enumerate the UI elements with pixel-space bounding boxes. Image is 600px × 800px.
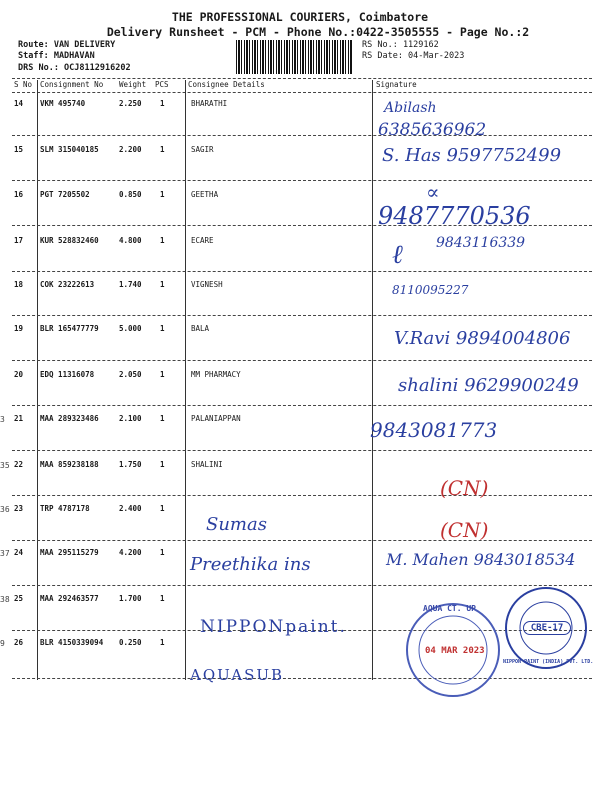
pcs-cell: 1 [160, 548, 165, 557]
date-stamp-date: 04 MAR 2023 [425, 646, 485, 656]
consignee-cell: BALA [191, 324, 210, 333]
col-consignment-header: Consignment No [40, 80, 104, 89]
sno-cell: 15 [14, 145, 24, 154]
row-divider [12, 678, 592, 679]
consignment-cell: COK 23222613 [40, 280, 95, 289]
col-pcs-header: PCS [155, 80, 169, 89]
weight-cell: 2.050 [119, 370, 142, 379]
weight-cell: 1.740 [119, 280, 142, 289]
sno-cell: 23 [14, 504, 24, 513]
date-stamp [403, 600, 503, 700]
weight-cell: 4.200 [119, 548, 142, 557]
consignee-26-handwritten: AQUASUB [190, 666, 285, 684]
consignee-cell: SAGIR [191, 145, 214, 154]
signature-23: (CN) [440, 518, 489, 542]
margin-mark: 9 [0, 639, 5, 648]
date-stamp-text: AQUA CT. UP [423, 604, 476, 613]
signature-24: M. Mahen 9843018534 [386, 550, 576, 569]
consignment-cell: SLM 315040185 [40, 145, 99, 154]
consignment-cell: MAA 292463577 [40, 594, 99, 603]
weight-cell: 2.100 [119, 414, 142, 423]
weight-cell: 2.200 [119, 145, 142, 154]
margin-mark: 36 [0, 505, 10, 514]
rs-number: RS No.: 1129162 [362, 40, 439, 50]
pcs-cell: 1 [160, 370, 165, 379]
route-label: Route: VAN DELIVERY [18, 40, 116, 50]
staff-label: Staff: MADHAVAN [18, 51, 95, 61]
rs-date: RS Date: 04-Mar-2023 [362, 51, 465, 61]
sno-cell: 24 [14, 548, 24, 557]
margin-mark: 37 [0, 549, 10, 558]
consignment-cell: TRP 4787178 [40, 504, 90, 513]
consignment-cell: MAA 289323486 [40, 414, 99, 423]
col-divider [372, 80, 373, 680]
sno-cell: 25 [14, 594, 24, 603]
sno-cell: 17 [14, 236, 24, 245]
barcode [236, 40, 353, 74]
signature-14-name: Abilash [384, 100, 437, 116]
pcs-cell: 1 [160, 324, 165, 333]
col-divider [37, 80, 38, 680]
sno-cell: 20 [14, 370, 24, 379]
consignment-cell: EDQ 11316078 [40, 370, 95, 379]
consignee-cell: GEETHA [191, 190, 219, 199]
consignee-25-handwritten: NIPPONpaint. [200, 617, 347, 637]
weight-cell: 0.250 [119, 638, 142, 647]
consignment-cell: MAA 859238188 [40, 460, 99, 469]
consignee-23-handwritten: Sumas [206, 514, 267, 535]
margin-mark: 3 [0, 415, 5, 424]
sno-cell: 18 [14, 280, 24, 289]
col-divider [185, 80, 186, 680]
col-consignee-header: Consignee Details [188, 80, 265, 89]
pcs-cell: 1 [160, 638, 165, 647]
pcs-cell: 1 [160, 145, 165, 154]
row-divider [12, 135, 592, 136]
row-divider [12, 450, 592, 451]
pcs-cell: 1 [160, 414, 165, 423]
row-divider [12, 405, 592, 406]
row-divider [12, 360, 592, 361]
weight-cell: 4.800 [119, 236, 142, 245]
company-seal-code: CBE-17 [523, 621, 571, 635]
header-rule-top [12, 78, 592, 79]
signature-18: 8110095227 [392, 283, 469, 297]
signature-21: 9843081773 [370, 418, 498, 442]
signature-17: 9843116339 [436, 235, 526, 251]
weight-cell: 5.000 [119, 324, 142, 333]
consignment-cell: PGT 7205502 [40, 190, 90, 199]
pcs-cell: 1 [160, 236, 165, 245]
weight-cell: 1.700 [119, 594, 142, 603]
pcs-cell: 1 [160, 460, 165, 469]
signature-16: 9487770536 [378, 202, 531, 230]
signature-22: (CN) [440, 476, 489, 500]
signature-17-mark: ℓ [392, 240, 403, 270]
runsheet-title: Delivery Runsheet - PCM - Phone No.:0422-3505555 - Page No.:2 [106, 25, 530, 39]
signature-19: V.Ravi 9894004806 [394, 328, 571, 349]
signature-16-mark: ∝ [426, 180, 440, 204]
signature-14-phone: 6385636962 [378, 120, 487, 140]
consignment-cell: BLR 165477779 [40, 324, 99, 333]
pcs-cell: 1 [160, 280, 165, 289]
sno-cell: 14 [14, 99, 24, 108]
consignment-cell: VKM 495740 [40, 99, 86, 108]
pcs-cell: 1 [160, 190, 165, 199]
sno-cell: 21 [14, 414, 24, 423]
consignment-cell: MAA 295115279 [40, 548, 99, 557]
consignee-cell: ECARE [191, 236, 214, 245]
consignee-cell: SHALINI [191, 460, 223, 469]
weight-cell: 0.850 [119, 190, 142, 199]
pcs-cell: 1 [160, 99, 165, 108]
weight-cell: 2.400 [119, 504, 142, 513]
consignee-24-handwritten: Preethika ins [190, 554, 311, 575]
weight-cell: 2.250 [119, 99, 142, 108]
row-divider [12, 540, 592, 541]
consignment-cell: KUR 528832460 [40, 236, 99, 245]
sno-cell: 16 [14, 190, 24, 199]
row-divider [12, 180, 592, 181]
drs-number: DRS No.: OCJ8112916202 [18, 63, 131, 73]
sno-cell: 26 [14, 638, 24, 647]
company-seal [503, 585, 594, 671]
pcs-cell: 1 [160, 594, 165, 603]
col-signature-header: Signature [376, 80, 417, 89]
header-rule-bottom [12, 92, 592, 93]
col-weight-header: Weight [119, 80, 147, 89]
sno-cell: 19 [14, 324, 24, 333]
company-title: THE PROFESSIONAL COURIERS, Coimbatore [171, 10, 429, 24]
signature-20: shalini 9629900249 [398, 375, 579, 396]
consignee-cell: BHARATHI [191, 99, 228, 108]
col-sno-header: S No [14, 80, 33, 89]
row-divider [12, 315, 592, 316]
sno-cell: 22 [14, 460, 24, 469]
margin-mark: 38 [0, 595, 10, 604]
weight-cell: 1.750 [119, 460, 142, 469]
pcs-cell: 1 [160, 504, 165, 513]
consignee-cell: PALANIAPPAN [191, 414, 241, 423]
margin-mark: 35 [0, 461, 10, 470]
consignee-cell: VIGNESH [191, 280, 223, 289]
row-divider [12, 271, 592, 272]
row-divider [12, 495, 592, 496]
consignment-cell: BLR 4150339094 [40, 638, 104, 647]
company-seal-text: NIPPON PAINT (INDIA) PVT. LTD. [503, 659, 594, 665]
consignee-cell: MM PHARMACY [191, 370, 241, 379]
signature-15: S. Has 9597752499 [382, 145, 562, 166]
